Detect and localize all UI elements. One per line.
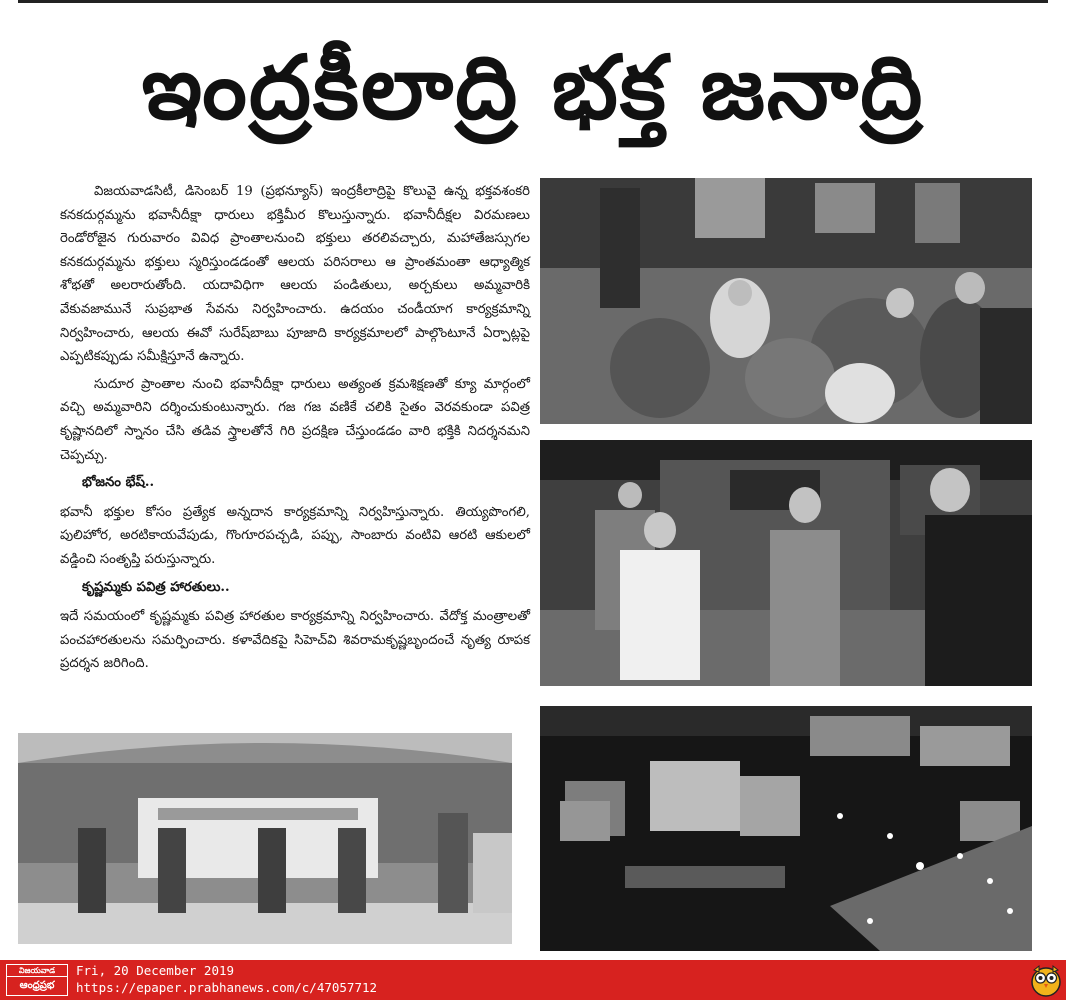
logo-edition: విజయవాడ (18, 966, 56, 975)
logo-name: ఆంధ్రప్రభ (7, 976, 67, 995)
footer-url-link[interactable]: https://epaper.prabhanews.com/c/47057712 (76, 980, 378, 995)
article-paragraph-3: భవానీ భక్తుల కోసం ప్రత్యేక అన్నదాన కార్యక్రమాన్ని నిర్వహిస్తున్నారు. తియ్యపొంగలి, పులిహోర, అరటికాయవేపుడు, గొంగూరపచ్చడి, పప్పు, సాంబారు వంటివి ఆరటి ఆకులలో వడ్డించి సంతృప్తి పరుస్తున్నారు. (60, 504, 530, 567)
article-paragraph-2: సుదూర ప్రాంతాల నుంచి భవానీదీక్షా ధారులు అత్యంత క్రమశిక్షణతో క్యూ మార్గంలో వచ్చి అమ్మవారిని దర్శించుకుంటున్నారు. గజ గజ వణికే చలికి సైతం వెరవకుండా పవిత్ర కృష్ణానదిలో స్నానం చేసి తడివ స్త్రాలతోనే గిరి ప్రదక్షిణ చేస్తుండడం వారి భక్తికి నిదర్శనమని చెప్పచ్చు. (60, 376, 530, 463)
article-paragraph-4: ఇదే సమయంలో కృష్ణమ్మకు పవిత్ర హారతుల కార్యక్రమాన్ని నిర్వహించారు. వేదోక్త మంత్రాలతో పంచహారతులను సమర్పించారు. కళావేదికపై సిహెచ్‌వి శివరామకృష్ణబృందంచే నృత్య రూపక ప్రదర్శన జరిగింది. (60, 609, 530, 672)
newspaper-logo (6, 964, 68, 996)
photo-aerial-night-view (540, 706, 1032, 951)
photo-officials-night (540, 440, 1032, 686)
headline: ఇంద్రకీలాద్రి భక్త జనాద్రి (141, 36, 925, 139)
footer-bar (0, 960, 1066, 1000)
subheading-harathi: కృష్ణమ్మకు పవిత్ర హారతులు.. (82, 579, 230, 595)
owl-mascot-icon (1030, 963, 1062, 997)
subheading-food: భోజనం భేష్.. (82, 475, 155, 491)
article-body (60, 180, 530, 680)
top-rule (18, 0, 1048, 3)
photo-temple-crowd (540, 178, 1032, 424)
footer-date: Fri, 20 December 2019 (76, 963, 235, 978)
photo-dance-performance (18, 733, 512, 944)
article-paragraph-1: విజయవాడసిటీ, డిసెంబర్ 19 (ప్రభన్యూస్) ఇంద్రకీలాద్రిపై కొలువై ఉన్న భక్తవశంకరి కనకదుర్గమ్మను భవానీదీక్షా ధారులు భక్తిమీర కొలుస్తున్నారు. భవానీదీక్షల విరమణలు రెండోరోజైన గురువారం వివిధ ప్రాంతాలనుంచి భక్తులు తరలివచ్చారు, మహాతేజస్సుగల కనకదుర్గమ్మను భక్తులు స్మరిస్తుండడంతో ఆలయ పరిసరాలు ఆ ప్రాంతమంతా ఆధ్యాత్మిక శోభతో అలరారుతోంది. యదావిధిగా ఆలయ పండితులు, అర్చకులు అమ్మవారికి వేకువజామునే సుప్రభాత సేవను నిర్వహించారు. ఉదయం చండీయాగ కార్యక్రమాన్ని నిర్వహించారు, ఆలయ ఈవో సురేష్‌బాబు పూజాది కార్యక్రమాలలో పాల్గొంటూనే ఏర్పాట్లపై ఎప్పటికప్పుడు సమీక్షిస్తూనే ఉన్నారు. (60, 184, 530, 365)
